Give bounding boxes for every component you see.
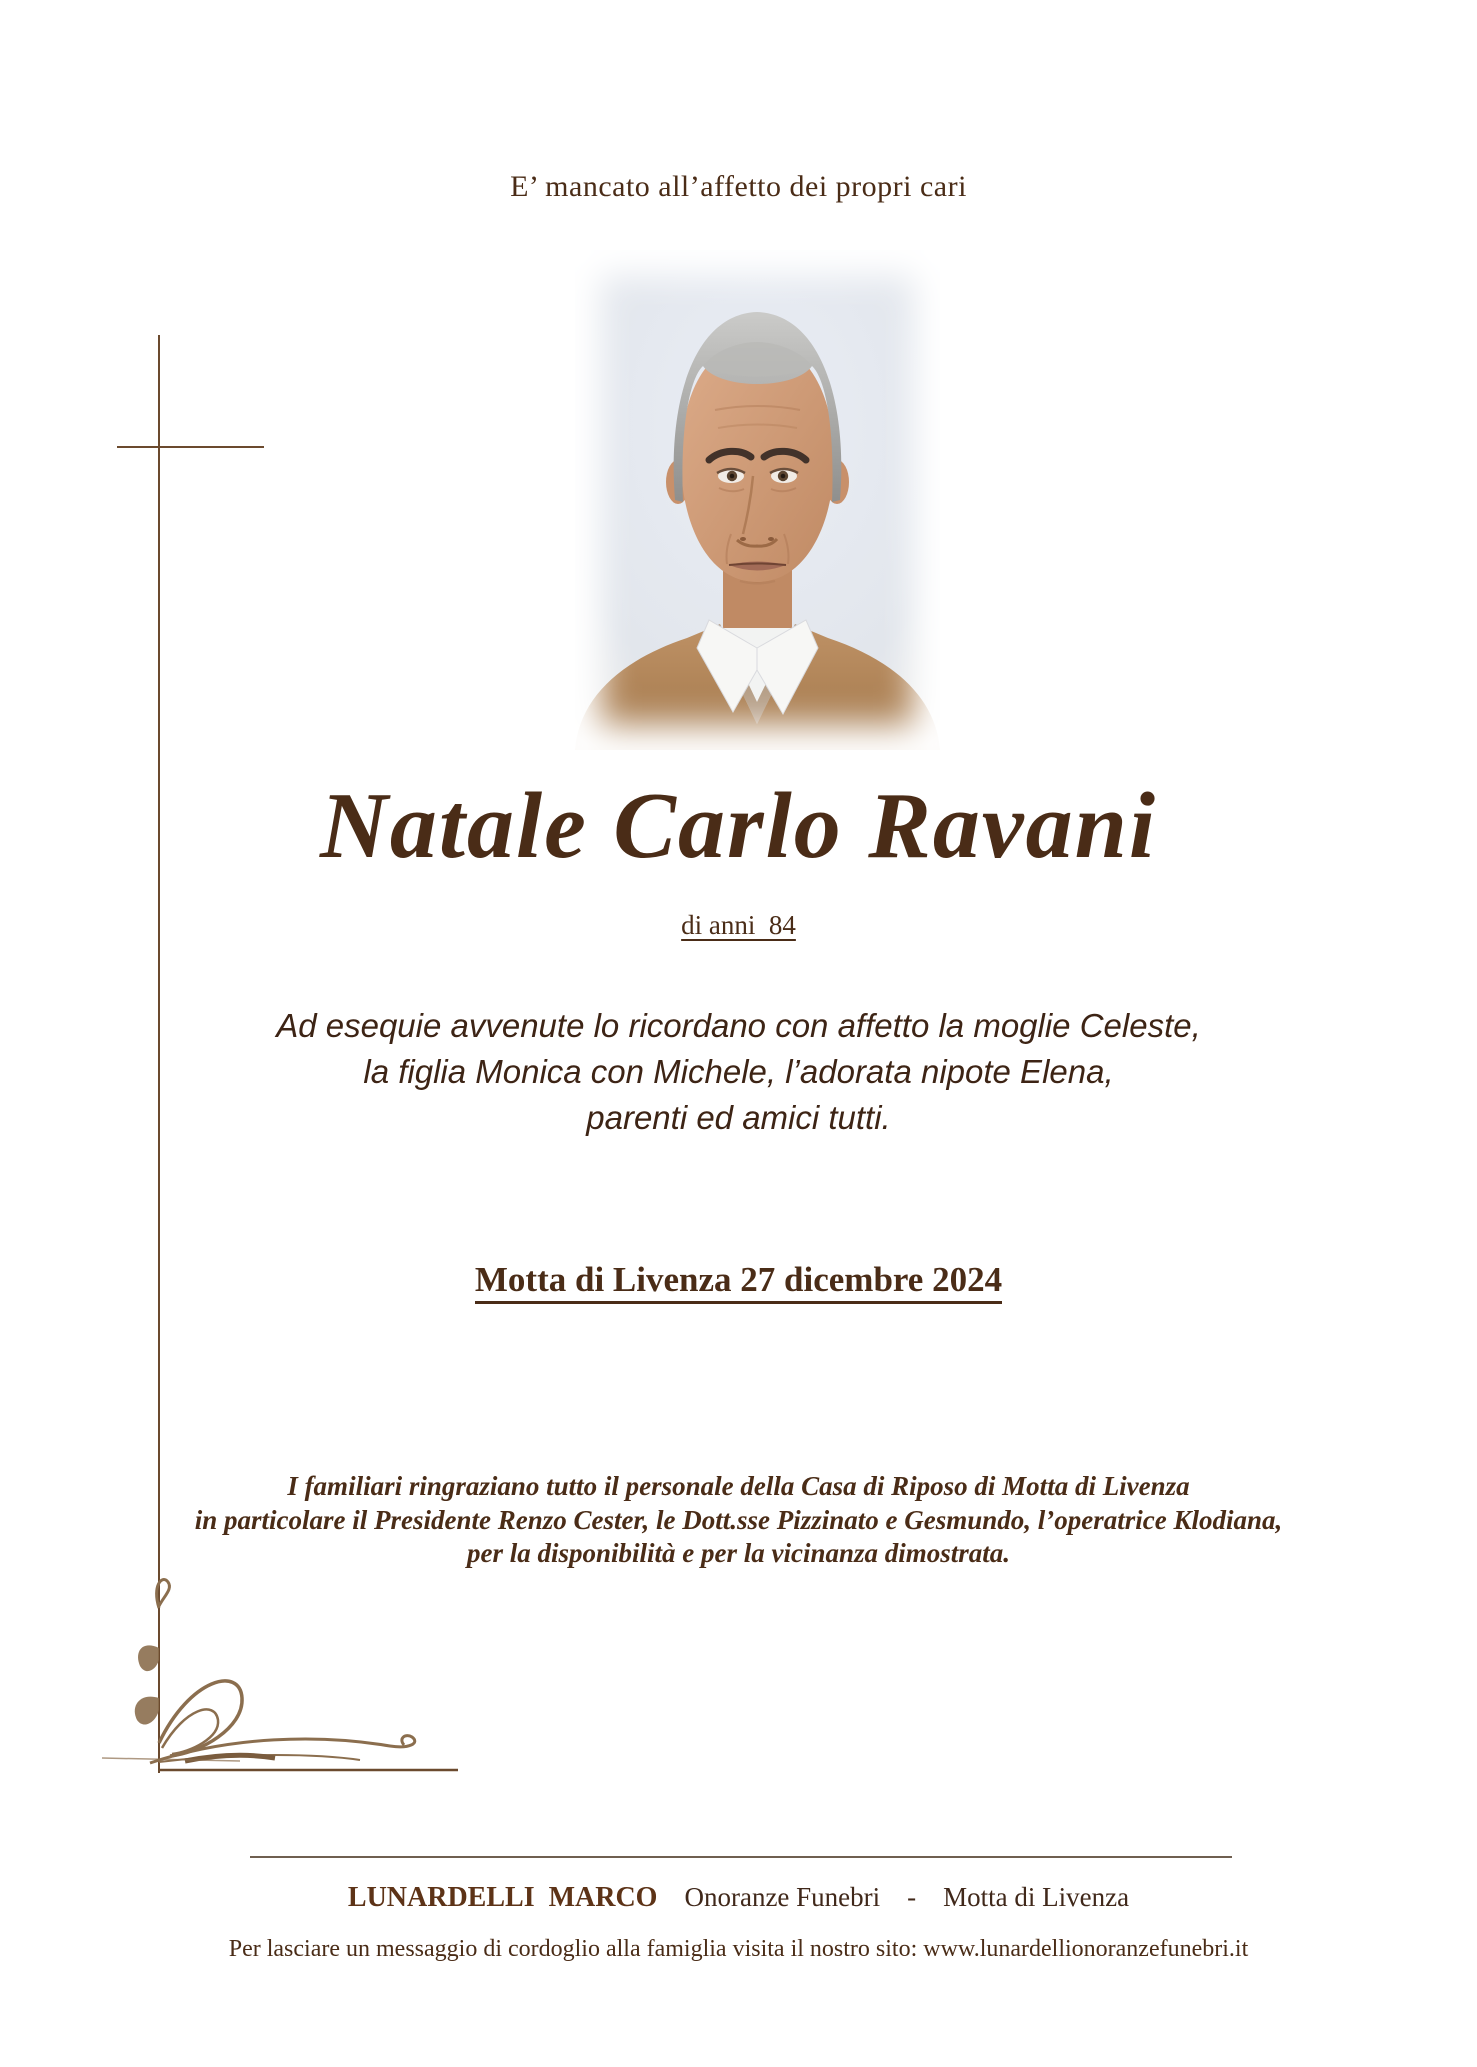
thanks-line-2: in particolare il Presidente Renzo Cester, le Dott.sse Pizzinato e Gesmundo, l’operatrice Klodiana,	[194, 1504, 1283, 1535]
portrait-photo	[575, 250, 940, 750]
footer-divider	[250, 1856, 1232, 1858]
date-line: Motta di Livenza 27 dicembre 2024	[0, 1260, 1477, 1300]
announcement-line: E’ mancato all’affetto dei propri cari	[510, 170, 967, 203]
funeral-home-name: LUNARDELLI MARCO	[347, 1882, 658, 1913]
thanks-line-3: per la disponibilità e per la vicinanza dimostrata.	[466, 1538, 1011, 1568]
footer	[0, 1882, 1477, 1914]
family-paragraph	[0, 1003, 1477, 1141]
business-type: Onoranze Funebri	[684, 1882, 881, 1912]
floral-ornament	[90, 1548, 470, 1783]
website-line: Per lasciare un messaggio di cordoglio alla famiglia visita il nostro sito: www.lunardellionoranzefunebri.it	[228, 1936, 1249, 1962]
age-line: di anni 84	[681, 910, 796, 940]
footer-separator: -	[907, 1882, 917, 1912]
family-line-2: la figlia Monica con Michele, l’adorata nipote Elena,	[363, 1053, 1114, 1090]
deceased-name: Natale Carlo Ravani	[319, 774, 1158, 878]
left-horizontal-rule	[117, 446, 264, 448]
thanks-line-1: I familiari ringraziano tutto il personale della Casa di Riposo di Motta di Livenza	[287, 1471, 1190, 1501]
family-line-1: Ad esequie avvenute lo ricordano con affetto la moglie Celeste,	[276, 1007, 1201, 1044]
family-line-3: parenti ed amici tutti.	[586, 1099, 891, 1136]
footer-city: Motta di Livenza	[943, 1882, 1130, 1912]
portrait-illustration	[575, 250, 940, 750]
